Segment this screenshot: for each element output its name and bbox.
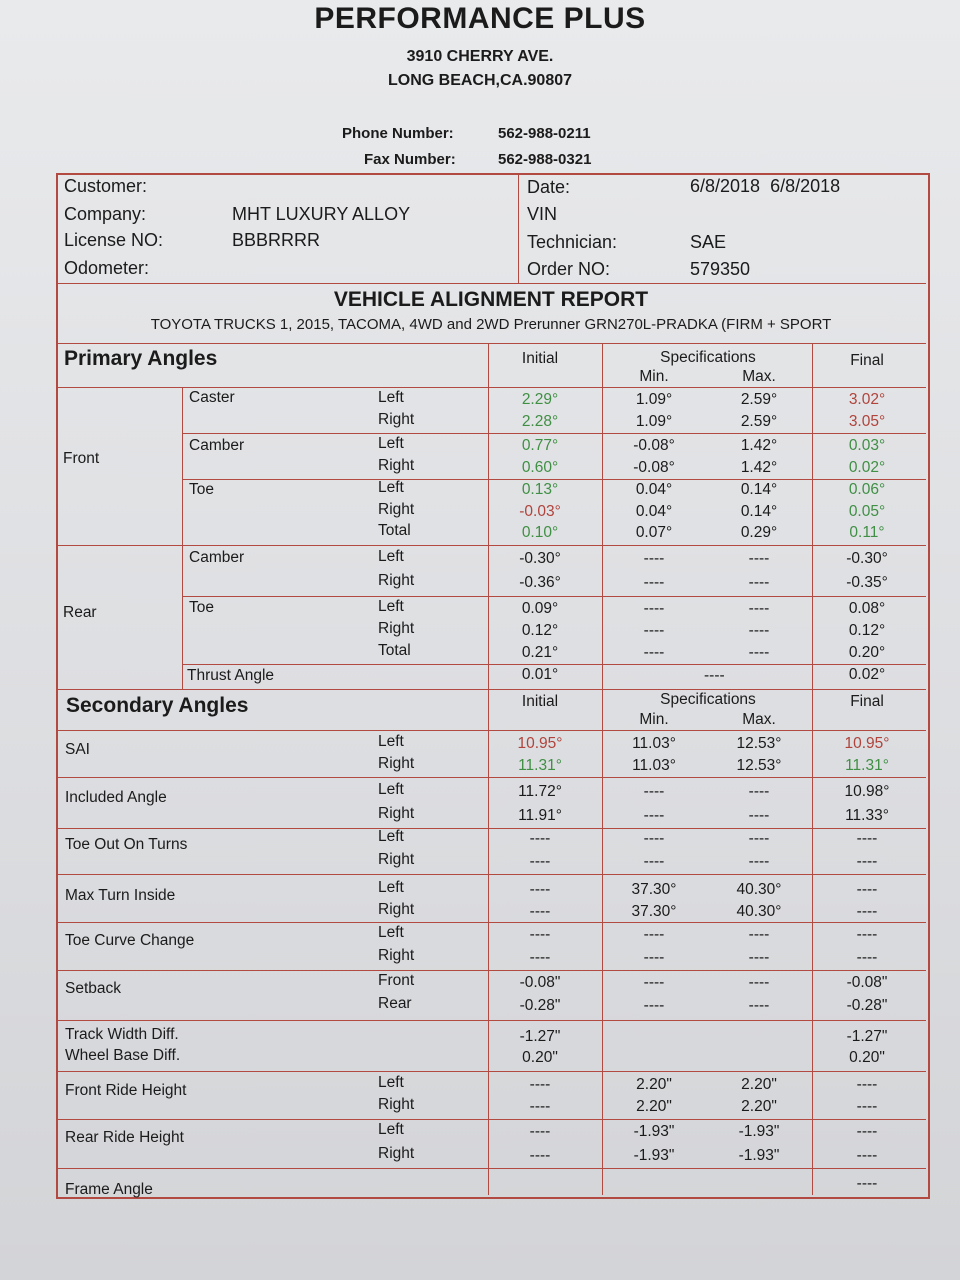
primary-row-side: Total (378, 642, 411, 659)
secondary-initial-value: -0.08" (519, 974, 561, 991)
primary-initial-value: 2.28° (521, 413, 559, 430)
secondary-final-value: ---- (856, 926, 878, 943)
rear-camber-label: Camber (189, 549, 245, 566)
secondary-final-value: ---- (856, 881, 878, 898)
secondary-min-value: ---- (643, 997, 665, 1014)
primary-max-value: 0.29° (740, 524, 778, 541)
primary-max-value: ---- (748, 600, 770, 617)
primary-min-value: 0.04° (635, 503, 673, 520)
secondary-row-name: Frame Angle (65, 1181, 153, 1198)
secondary-initial-value: ---- (529, 1098, 551, 1115)
camber-label: Camber (189, 437, 245, 454)
secondary-min-value: ---- (643, 807, 665, 824)
primary-min-value: -0.08° (633, 459, 675, 476)
report-title: VEHICLE ALIGNMENT REPORT (333, 288, 649, 311)
secondary-initial-value: ---- (529, 881, 551, 898)
secondary-initial-value: -0.28" (519, 997, 561, 1014)
secondary-final-value: ---- (856, 1175, 878, 1192)
primary-row-side: Left (378, 479, 404, 496)
primary-min-value: ---- (643, 574, 665, 591)
secondary-initial-value: ---- (529, 949, 551, 966)
primary-min-value: 1.09° (635, 413, 673, 430)
secondary-row-name: Front Ride Height (65, 1082, 187, 1099)
secondary-max-value: -1.93" (738, 1147, 780, 1164)
technician-label: Technician: (527, 232, 618, 252)
primary-initial-value: 0.12° (521, 622, 559, 639)
secondary-angles-heading: Secondary Angles (66, 694, 249, 717)
primary-min-value: ---- (643, 644, 665, 661)
secondary-initial-value: ---- (529, 830, 551, 847)
secondary-initial-value: -1.27" (519, 1028, 561, 1045)
secondary-row-side: Left (378, 733, 404, 750)
secondary-min-value: 2.20" (636, 1098, 672, 1115)
primary-min-value: -0.08° (633, 437, 675, 454)
secondary-row-name: Wheel Base Diff. (65, 1047, 181, 1064)
odometer-label: Odometer: (64, 258, 150, 278)
secondary-min-value: ---- (643, 974, 665, 991)
secondary-final-value: 10.98° (844, 783, 890, 800)
final-header: Final (850, 352, 884, 369)
primary-final-value: 0.06° (848, 481, 886, 498)
secondary-max-value: 12.53° (736, 735, 782, 752)
secondary-final-header: Final (850, 693, 884, 710)
primary-initial-value: 0.10° (521, 524, 559, 541)
primary-final-value: 0.12° (848, 622, 886, 639)
secondary-row-side: Left (378, 781, 404, 798)
thrust-spec: ---- (704, 667, 725, 684)
fax-number: 562-988-0321 (498, 151, 592, 168)
secondary-min-value: ---- (643, 949, 665, 966)
primary-initial-value: 2.29° (521, 391, 559, 408)
primary-initial-value: 0.77° (521, 437, 559, 454)
primary-row-side: Total (378, 522, 411, 539)
secondary-max-value: ---- (748, 830, 770, 847)
phone-label: Phone Number: (342, 125, 454, 142)
rear-label: Rear (63, 604, 97, 621)
phone-number: 562-988-0211 (498, 125, 591, 142)
primary-max-value: 1.42° (740, 459, 778, 476)
address-line-1: 3910 CHERRY AVE. (406, 48, 554, 65)
primary-max-value: 1.42° (740, 437, 778, 454)
secondary-row-name: Included Angle (65, 789, 167, 806)
secondary-min-value: -1.93" (633, 1147, 675, 1164)
secondary-min-value: 37.30° (631, 881, 677, 898)
secondary-max-value: -1.93" (738, 1123, 780, 1140)
vin-label: VIN (527, 204, 558, 224)
secondary-initial-value: ---- (529, 926, 551, 943)
company-value: MHT LUXURY ALLOY (232, 204, 411, 224)
primary-initial-value: -0.30° (519, 550, 561, 567)
secondary-row-side: Left (378, 879, 404, 896)
secondary-final-value: -0.28" (846, 997, 888, 1014)
secondary-final-value: -0.08" (846, 974, 888, 991)
secondary-min-value: ---- (643, 926, 665, 943)
primary-final-value: 0.02° (848, 459, 886, 476)
secondary-initial-value: ---- (529, 853, 551, 870)
fax-label: Fax Number: (364, 151, 456, 168)
secondary-final-value: ---- (856, 830, 878, 847)
secondary-max-value: 40.30° (736, 903, 782, 920)
front-label: Front (63, 450, 100, 467)
secondary-max-value: ---- (748, 997, 770, 1014)
min-header: Min. (639, 368, 669, 385)
license-label: License NO: (64, 230, 164, 250)
customer-label: Customer: (64, 176, 148, 196)
specifications-header: Specifications (660, 349, 756, 366)
secondary-min-value: 2.20" (636, 1076, 672, 1093)
primary-final-value: 0.11° (849, 524, 885, 541)
primary-row-side: Left (378, 548, 404, 565)
secondary-row-side: Right (378, 755, 415, 772)
primary-final-value: 0.03° (848, 437, 886, 454)
secondary-final-value: ---- (856, 1123, 878, 1140)
primary-final-value: 0.20° (848, 644, 886, 661)
primary-final-value: -0.30° (846, 550, 888, 567)
secondary-initial-value: 11.91° (518, 807, 562, 824)
max-header: Max. (742, 368, 776, 385)
secondary-min-header: Min. (639, 711, 669, 728)
secondary-row-side: Front (378, 972, 415, 989)
secondary-final-value: ---- (856, 853, 878, 870)
primary-row-side: Right (378, 501, 415, 518)
secondary-initial-value: 0.20" (522, 1049, 558, 1066)
secondary-specifications-header: Specifications (660, 691, 756, 708)
secondary-max-value: ---- (748, 783, 770, 800)
primary-min-value: 0.04° (635, 481, 673, 498)
primary-angles-heading: Primary Angles (64, 347, 218, 370)
primary-initial-value: 0.60° (521, 459, 559, 476)
secondary-row-name: Setback (65, 980, 122, 997)
secondary-final-value: 0.20" (849, 1049, 885, 1066)
secondary-row-name: Rear Ride Height (65, 1129, 184, 1146)
vehicle-description: TOYOTA TRUCKS 1, 2015, TACOMA, 4WD and 2WD Prerunner GRN270L-PRADKA (FIRM + SPORT (150, 316, 832, 333)
primary-final-value: -0.35° (846, 574, 888, 591)
primary-row-side: Left (378, 598, 404, 615)
technician-value: SAE (690, 232, 727, 252)
secondary-max-value: 2.20" (741, 1076, 777, 1093)
primary-max-value: ---- (748, 574, 770, 591)
secondary-final-value: ---- (856, 1076, 878, 1093)
primary-initial-value: 0.21° (521, 644, 559, 661)
primary-max-value: ---- (748, 550, 770, 567)
secondary-row-name: Track Width Diff. (65, 1026, 179, 1043)
primary-min-value: ---- (643, 600, 665, 617)
secondary-row-name: Toe Out On Turns (65, 836, 188, 853)
secondary-min-value: ---- (643, 853, 665, 870)
primary-initial-value: -0.03° (519, 503, 561, 520)
order-label: Order NO: (527, 259, 611, 279)
primary-row-side: Right (378, 572, 415, 589)
primary-row-side: Left (378, 389, 404, 406)
secondary-max-value: 40.30° (736, 881, 782, 898)
secondary-min-value: 37.30° (631, 903, 677, 920)
secondary-final-value: 11.33° (845, 807, 889, 824)
secondary-initial-header: Initial (521, 693, 559, 710)
secondary-row-side: Right (378, 1145, 415, 1162)
secondary-row-side: Rear (378, 995, 412, 1012)
initial-header: Initial (521, 350, 559, 367)
primary-initial-value: -0.36° (519, 574, 561, 591)
secondary-max-value: ---- (748, 926, 770, 943)
company-label: Company: (64, 204, 147, 224)
primary-final-value: 3.02° (848, 391, 886, 408)
secondary-final-value: ---- (856, 903, 878, 920)
company-name: PERFORMANCE PLUS (314, 2, 646, 35)
primary-max-value: 0.14° (740, 503, 778, 520)
primary-min-value: 0.07° (635, 524, 673, 541)
thrust-final: 0.02° (848, 666, 886, 683)
primary-min-value: 1.09° (635, 391, 673, 408)
primary-final-value: 0.08° (848, 600, 886, 617)
secondary-row-side: Left (378, 1121, 404, 1138)
secondary-final-value: 10.95° (844, 735, 890, 752)
secondary-initial-value: 11.72° (518, 783, 562, 800)
date-label: Date: (527, 177, 571, 197)
secondary-row-side: Right (378, 805, 415, 822)
secondary-min-value: ---- (643, 783, 665, 800)
secondary-row-side: Left (378, 924, 404, 941)
secondary-initial-value: ---- (529, 1147, 551, 1164)
secondary-row-name: SAI (65, 741, 90, 758)
secondary-initial-value: ---- (529, 1123, 551, 1140)
secondary-initial-value: ---- (529, 903, 551, 920)
secondary-initial-value: 11.31° (518, 757, 562, 774)
date-value: 6/8/2018 6/8/2018 (690, 176, 841, 196)
primary-final-value: 3.05° (848, 413, 886, 430)
primary-row-side: Right (378, 457, 415, 474)
secondary-final-value: ---- (856, 1098, 878, 1115)
primary-row-side: Right (378, 620, 415, 637)
secondary-max-value: 2.20" (741, 1098, 777, 1115)
toe-label: Toe (189, 481, 214, 498)
thrust-angle-label: Thrust Angle (187, 667, 275, 684)
secondary-max-value: ---- (748, 853, 770, 870)
secondary-min-value: 11.03° (632, 757, 676, 774)
secondary-row-side: Right (378, 901, 415, 918)
secondary-row-side: Right (378, 851, 415, 868)
secondary-max-value: 12.53° (736, 757, 782, 774)
secondary-max-value: ---- (748, 807, 770, 824)
secondary-max-header: Max. (742, 711, 776, 728)
secondary-initial-value: ---- (529, 1076, 551, 1093)
rear-toe-label: Toe (189, 599, 214, 616)
secondary-max-value: ---- (748, 949, 770, 966)
primary-max-value: ---- (748, 644, 770, 661)
secondary-min-value: 11.03° (632, 735, 676, 752)
primary-row-side: Left (378, 435, 404, 452)
secondary-min-value: ---- (643, 830, 665, 847)
secondary-row-side: Right (378, 947, 415, 964)
secondary-final-value: ---- (856, 949, 878, 966)
secondary-initial-value: 10.95° (517, 735, 563, 752)
primary-min-value: ---- (643, 550, 665, 567)
thrust-initial: 0.01° (521, 666, 559, 683)
primary-max-value: 2.59° (740, 391, 778, 408)
primary-row-side: Right (378, 411, 415, 428)
secondary-row-name: Max Turn Inside (65, 887, 176, 904)
primary-max-value: 2.59° (740, 413, 778, 430)
primary-max-value: 0.14° (740, 481, 778, 498)
secondary-row-side: Right (378, 1096, 415, 1113)
address-line-2: LONG BEACH,CA.90807 (387, 72, 573, 89)
primary-initial-value: 0.13° (521, 481, 559, 498)
secondary-min-value: -1.93" (633, 1123, 675, 1140)
secondary-row-side: Left (378, 828, 404, 845)
secondary-max-value: ---- (748, 974, 770, 991)
secondary-final-value: -1.27" (846, 1028, 888, 1045)
primary-initial-value: 0.09° (521, 600, 559, 617)
secondary-final-value: ---- (856, 1147, 878, 1164)
caster-label: Caster (189, 389, 235, 406)
secondary-row-name: Toe Curve Change (65, 932, 195, 949)
primary-final-value: 0.05° (848, 503, 886, 520)
primary-min-value: ---- (643, 622, 665, 639)
license-value: BBBRRRR (232, 230, 321, 250)
order-value: 579350 (690, 259, 751, 279)
secondary-row-side: Left (378, 1074, 404, 1091)
primary-max-value: ---- (748, 622, 770, 639)
secondary-final-value: 11.31° (845, 757, 889, 774)
